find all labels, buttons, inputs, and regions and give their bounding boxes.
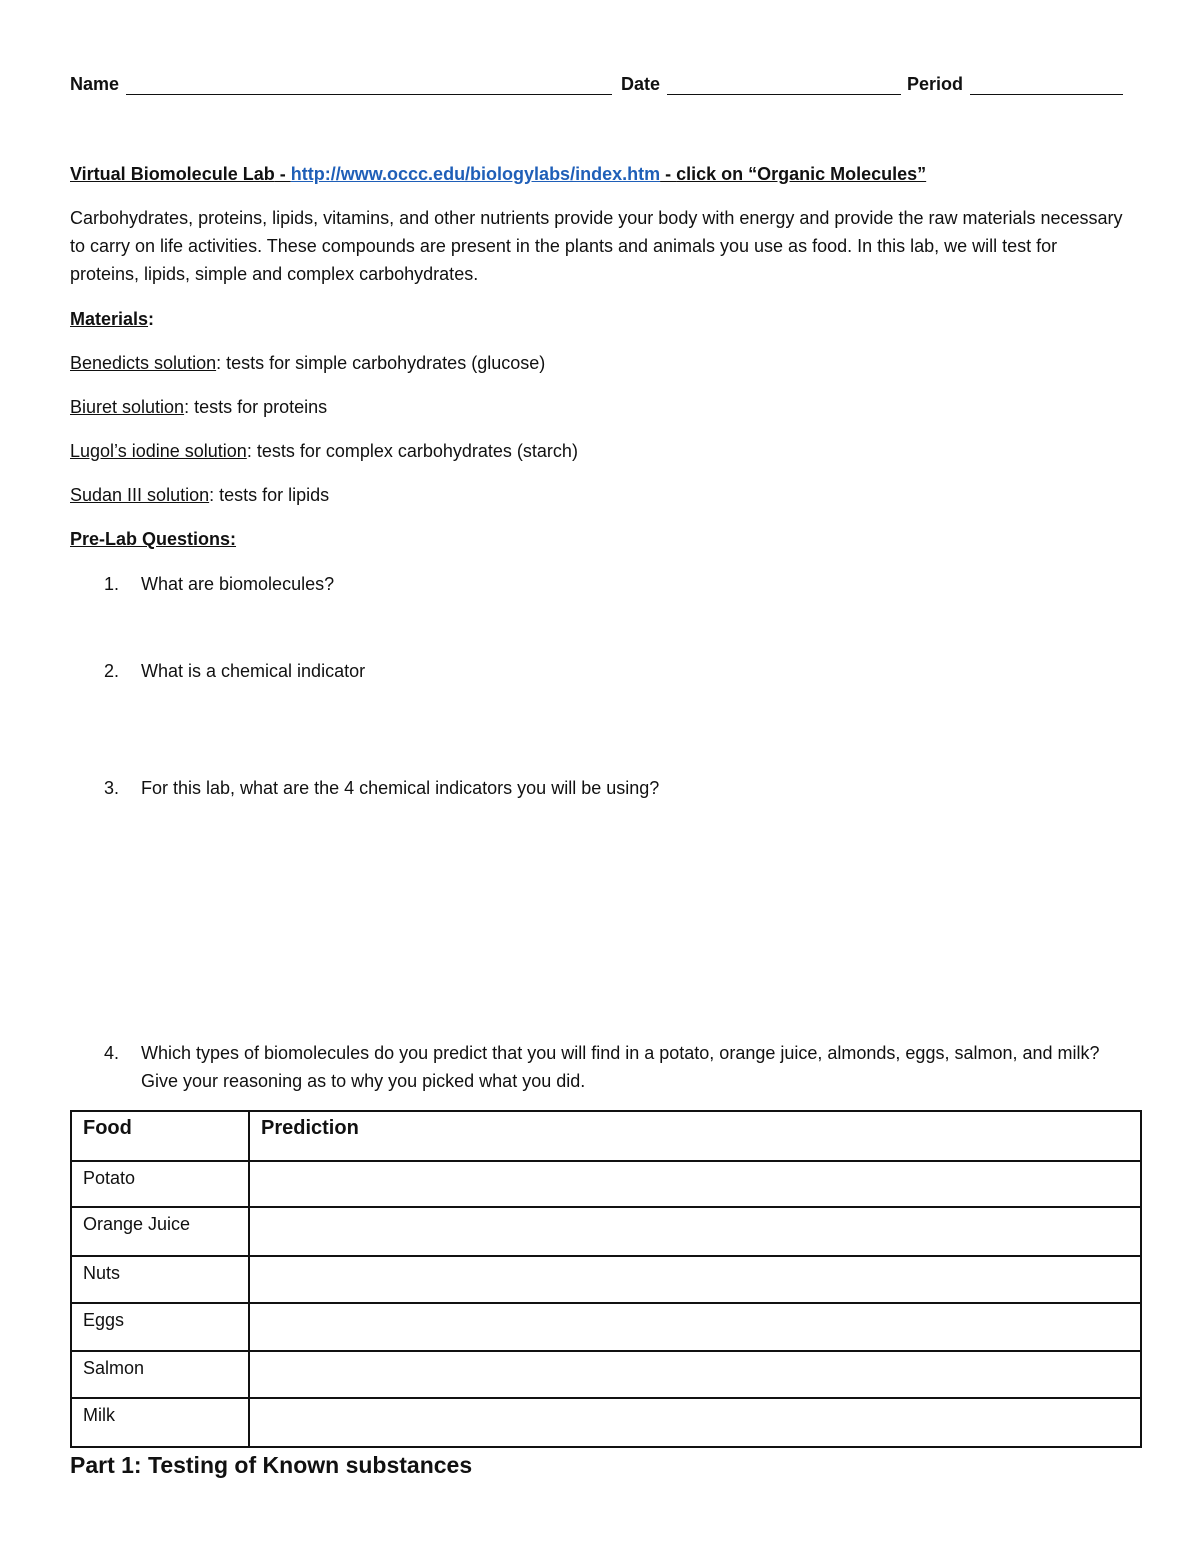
question-number: 3. xyxy=(104,778,120,798)
prediction-cell[interactable] xyxy=(249,1256,1141,1303)
question-number: 1. xyxy=(104,574,120,594)
materials-heading: Materials: xyxy=(70,309,155,329)
food-cell: Nuts xyxy=(71,1256,249,1303)
header-fields xyxy=(70,74,1126,100)
table-row xyxy=(71,1256,1141,1303)
lab-url-link[interactable]: http://www.occc.edu/biologylabs/index.htm xyxy=(290,164,661,184)
date-label: Date xyxy=(621,74,661,94)
column-header-prediction: Prediction xyxy=(249,1111,1141,1161)
prediction-cell[interactable] xyxy=(249,1351,1141,1398)
table-row xyxy=(71,1207,1141,1256)
prediction-cell[interactable] xyxy=(249,1161,1141,1207)
question-item xyxy=(104,570,1124,598)
material-name: Biuret solution xyxy=(70,397,185,417)
material-desc: : tests for lipids xyxy=(209,485,330,505)
question-item xyxy=(104,1039,1124,1095)
material-item xyxy=(70,481,1130,509)
material-desc: : tests for simple carbohydrates (glucose) xyxy=(216,353,546,373)
lab-instruction: click on “Organic Molecules” xyxy=(676,164,927,184)
material-item xyxy=(70,349,1130,377)
material-name: Lugol’s iodine solution xyxy=(70,441,247,461)
intro-paragraph: Carbohydrates, proteins, lipids, vitamins, and other nutrients provide your body with energy and provide the raw materials necessary to carry on life activities. These compounds are present in the plants and animals you use as food. In this lab, we will test for proteins, lipids, simple and complex carbohydrates. xyxy=(70,208,1123,284)
date-field[interactable] xyxy=(667,94,901,95)
prelab-heading: Pre-Lab Questions: xyxy=(70,529,237,549)
question-number: 2. xyxy=(104,661,120,681)
material-item xyxy=(70,437,1130,465)
table-row xyxy=(71,1161,1141,1207)
name-label: Name xyxy=(70,74,120,94)
question-text: What are biomolecules? xyxy=(141,574,335,594)
part1-heading: Part 1: Testing of Known substances xyxy=(70,1452,473,1478)
table-row xyxy=(71,1303,1141,1351)
question-text: Which types of biomolecules do you predict that you will find in a potato, orange juice, almonds, eggs, salmon, and milk? Give your reasoning as to why you picked what you did. xyxy=(141,1043,1100,1091)
question-item xyxy=(104,774,1124,802)
question-item xyxy=(104,657,1124,685)
column-header-food: Food xyxy=(71,1111,249,1161)
name-field[interactable] xyxy=(126,94,612,95)
table-row xyxy=(71,1351,1141,1398)
table-header-row xyxy=(71,1111,1141,1161)
lab-title: Virtual Biomolecule Lab - http://www.occc.edu/biologylabs/index.htm - click on “Organic Molecules” xyxy=(70,164,927,184)
prediction-cell[interactable] xyxy=(249,1303,1141,1351)
food-cell: Milk xyxy=(71,1398,249,1447)
material-desc: : tests for complex carbohydrates (starch) xyxy=(246,441,578,461)
lab-title-label: Virtual Biomolecule Lab xyxy=(70,164,275,184)
food-cell: Potato xyxy=(71,1161,249,1207)
question-text: What is a chemical indicator xyxy=(141,661,366,681)
material-name: Sudan III solution xyxy=(70,485,210,505)
question-text: For this lab, what are the 4 chemical indicators you will be using? xyxy=(141,778,660,798)
prediction-table xyxy=(70,1110,1142,1448)
food-cell: Eggs xyxy=(71,1303,249,1351)
food-cell: Salmon xyxy=(71,1351,249,1398)
material-desc: : tests for proteins xyxy=(184,397,328,417)
material-name: Benedicts solution xyxy=(70,353,217,373)
period-label: Period xyxy=(907,74,964,94)
prediction-cell[interactable] xyxy=(249,1207,1141,1256)
table-row xyxy=(71,1398,1141,1447)
prediction-cell[interactable] xyxy=(249,1398,1141,1447)
food-cell: Orange Juice xyxy=(71,1207,249,1256)
period-field[interactable] xyxy=(970,94,1123,95)
material-item xyxy=(70,393,1130,421)
question-number: 4. xyxy=(104,1043,120,1063)
